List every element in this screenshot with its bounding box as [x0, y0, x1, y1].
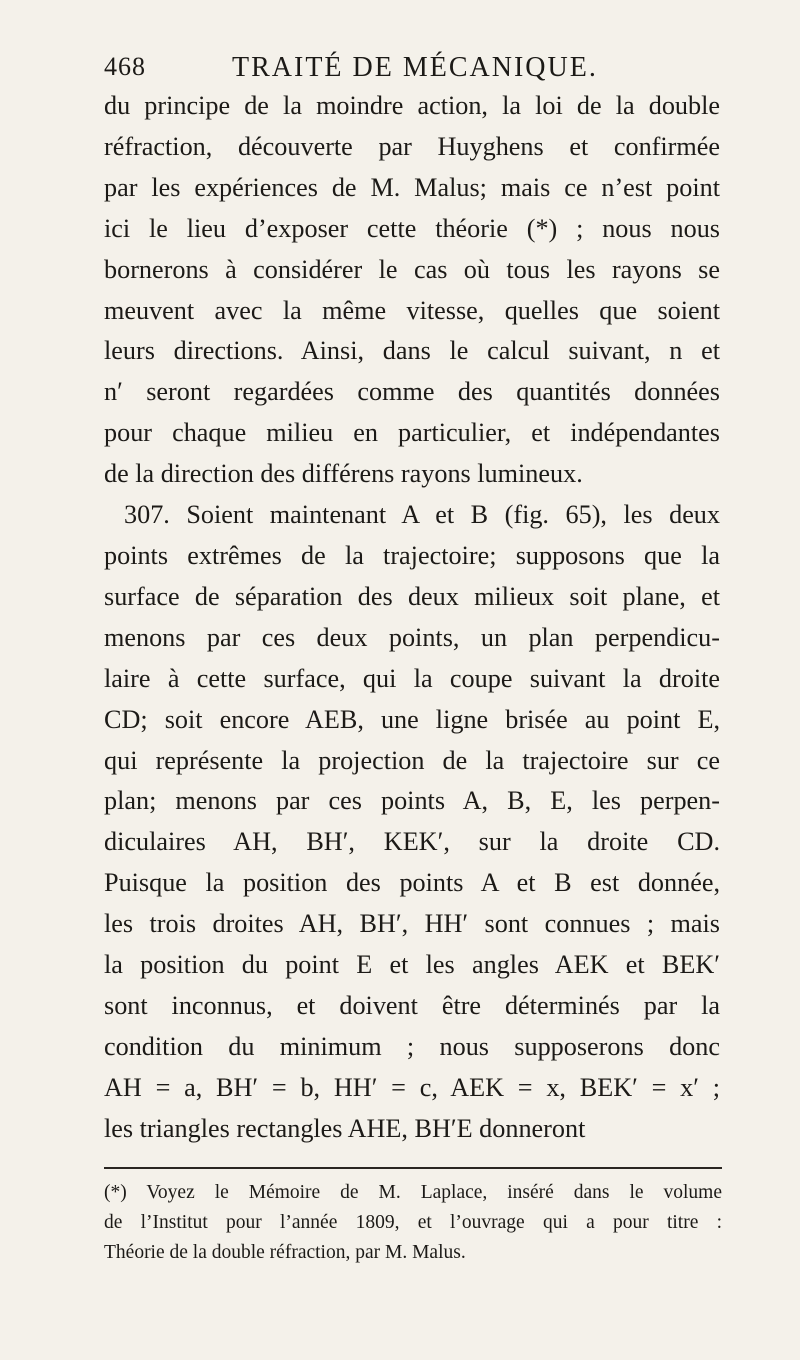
footnote-line: Théorie de la double réfraction, par M. Malus. [104, 1242, 466, 1263]
body-text [104, 86, 720, 1150]
footnote-line: (*) Voyez le Mémoire de M. Laplace, inséré dans le volume [104, 1182, 722, 1203]
text-line: CD; soit encore AEB, une ligne brisée au point E, [104, 704, 720, 734]
text-line: surface de séparation des deux milieux soit plane, et [104, 581, 720, 611]
text-line: les trois droites AH, BH′, HH′ sont connues ; mais [104, 909, 720, 939]
text-line: sont inconnus, et doivent être déterminés par la [104, 990, 720, 1020]
text-line: diculaires AH, BH′, KEK′, sur la droite CD. [104, 827, 720, 857]
footnote-line: de l’Institut pour l’année 1809, et l’ouvrage qui a pour titre : [104, 1212, 722, 1233]
text-line: réfraction, découverte par Huyghens et confirmée [104, 131, 720, 161]
text-line: par les expériences de M. Malus; mais ce n’est point [104, 172, 720, 202]
text-line: Puisque la position des points A et B est donnée, [104, 868, 720, 898]
footnote [104, 1178, 722, 1268]
text-line: pour chaque milieu en particulier, et indépendantes [104, 418, 720, 448]
text-line: les triangles rectangles AHE, BH′E donneront [104, 1113, 586, 1143]
text-line: meuvent avec la même vitesse, quelles que soient [104, 295, 720, 325]
text-line: condition du minimum ; nous supposerons donc [104, 1031, 720, 1061]
text-line: plan; menons par ces points A, B, E, les perpen- [104, 786, 720, 816]
footnote-divider [104, 1167, 722, 1169]
text-line: n′ seront regardées comme des quantités données [104, 377, 720, 407]
running-title: TRAITÉ DE MÉCANIQUE. [232, 52, 598, 83]
page-number: 468 [104, 52, 146, 81]
text-line: qui représente la projection de la trajectoire sur ce [104, 745, 720, 775]
text-line: leurs directions. Ainsi, dans le calcul suivant, n et [104, 336, 720, 366]
text-line: de la direction des différens rayons lumineux. [104, 459, 583, 489]
text-line: ici le lieu d’exposer cette théorie (*) ; nous nous [104, 213, 720, 243]
text-line: points extrêmes de la trajectoire; supposons que la [104, 540, 720, 570]
text-line: laire à cette surface, qui la coupe suivant la droite [104, 663, 720, 693]
text-line: menons par ces deux points, un plan perpendicu- [104, 622, 720, 652]
text-line: la position du point E et les angles AEK et BEK′ [104, 950, 720, 980]
text-line: 307. Soient maintenant A et B (fig. 65), les deux [124, 500, 720, 530]
equation-line: AH = a, BH′ = b, HH′ = c, AEK = x, BEK′ = x′ ; [104, 1072, 720, 1102]
text-line: bornerons à considérer le cas où tous les rayons se [104, 254, 720, 284]
text-line: du principe de la moindre action, la loi de la double [104, 91, 720, 120]
